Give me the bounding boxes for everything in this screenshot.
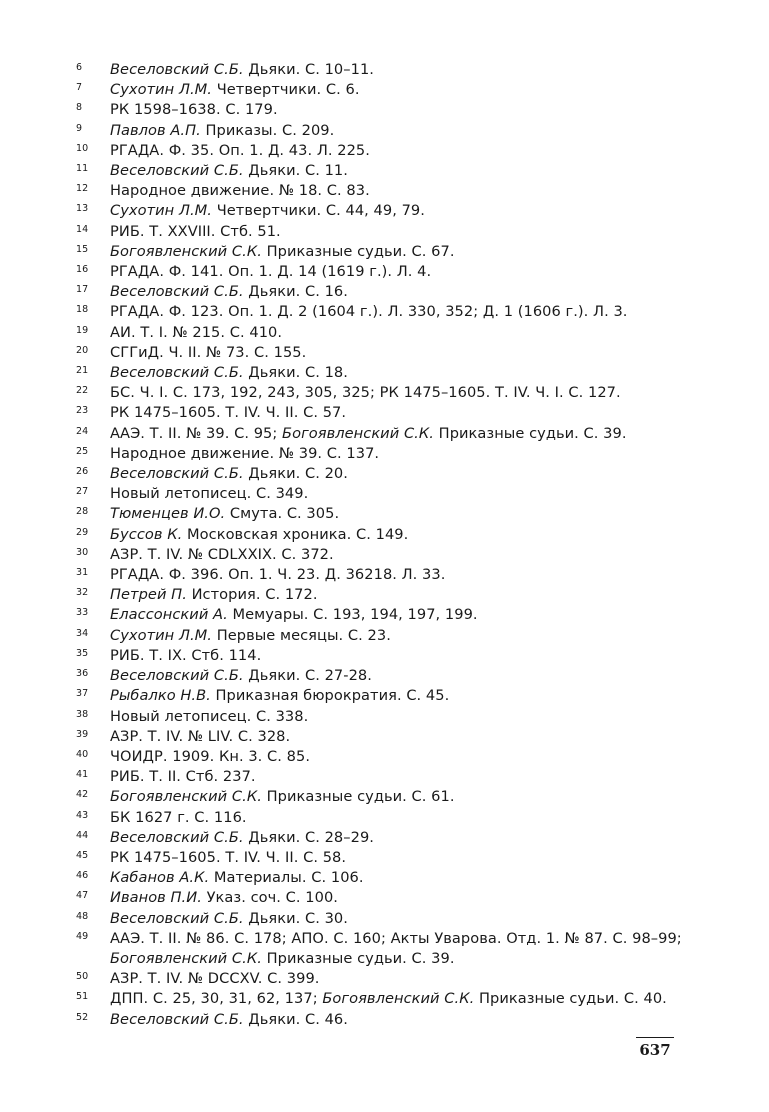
footnote-number: 6 <box>76 62 83 73</box>
footnote-line <box>110 545 676 565</box>
footnote-line <box>110 828 676 848</box>
citation-text: Дьяки. С. 27-28. <box>243 667 372 685</box>
footnote-number: 15 <box>76 243 89 255</box>
footnote-10 <box>76 141 676 161</box>
footnote-line <box>110 302 676 322</box>
citation-text: ААЭ. Т. II. № 86. С. 178; АПО. С. 160; Акты Уварова. Отд. 1. № 87. С. 98–99; <box>110 929 682 947</box>
footnote-line <box>110 626 676 646</box>
footnote-7 <box>76 80 676 100</box>
footnote-31 <box>76 565 676 585</box>
author-name: Павлов А.П. <box>110 121 201 139</box>
author-name: Веселовский С.Б. <box>110 364 244 382</box>
citation-text: РК 1598–1638. С. 179. <box>110 101 278 119</box>
footnote-line <box>110 383 676 403</box>
footnote-line <box>110 323 676 343</box>
footnote-number: 39 <box>76 728 89 740</box>
footnote-11 <box>76 161 676 181</box>
footnote-line <box>110 100 676 120</box>
author-name: Богоявленский С.К. <box>322 990 475 1008</box>
author-name: Буссов К. <box>110 525 183 543</box>
footnote-number: 49 <box>76 930 89 942</box>
footnote-27 <box>76 484 676 504</box>
footnote-37 <box>76 686 676 706</box>
footnote-50 <box>76 969 676 989</box>
footnote-number: 44 <box>76 829 89 841</box>
author-name: Веселовский С.Б. <box>110 61 244 78</box>
footnote-line <box>110 888 676 908</box>
footnote-number: 37 <box>76 688 89 700</box>
footnote-line <box>110 282 676 302</box>
footnote-number: 16 <box>76 264 89 276</box>
footnote-42 <box>76 787 676 807</box>
citation-text: Дьяки. С. 11. <box>243 162 348 180</box>
footnote-14 <box>76 222 676 242</box>
footnote-line <box>110 747 676 767</box>
footnote-20 <box>76 343 676 363</box>
author-name: Сухотин Л.М. <box>110 202 213 220</box>
citation-text: Новый летописец. С. 349. <box>110 485 309 503</box>
citation-text: РК 1475–1605. Т. IV. Ч. II. С. 57. <box>110 404 347 422</box>
footnote-number: 12 <box>76 183 89 195</box>
citation-text: Приказная бюрократия. С. 45. <box>210 687 450 705</box>
citation-text: РК 1475–1605. Т. IV. Ч. II. С. 58. <box>110 848 347 866</box>
footnote-33 <box>76 605 676 625</box>
footnote-29 <box>76 525 676 545</box>
footnote-number: 47 <box>76 890 89 902</box>
citation-text: Дьяки. С. 46. <box>243 1010 348 1028</box>
footnote-number: 11 <box>76 163 89 175</box>
citation-text: Мемуары. С. 193, 194, 197, 199. <box>227 606 478 624</box>
footnote-number: 22 <box>76 385 89 397</box>
footnote-number: 24 <box>76 425 89 437</box>
footnote-line <box>110 201 676 221</box>
footnote-number: 10 <box>76 142 89 154</box>
footnote-number: 35 <box>76 647 89 659</box>
footnote-26 <box>76 464 676 484</box>
footnote-number: 26 <box>76 466 89 478</box>
footnote-43 <box>76 808 676 828</box>
footnote-line <box>110 141 676 161</box>
footnote-line <box>110 363 676 383</box>
footnote-line <box>110 484 676 504</box>
citation-text: Народное движение. № 18. С. 83. <box>110 182 370 200</box>
citation-text: РГАДА. Ф. 141. Оп. 1. Д. 14 (1619 г.). Л. 4. <box>110 263 432 281</box>
footnote-line <box>110 787 676 807</box>
footnote-number: 30 <box>76 546 89 558</box>
footnote-21 <box>76 363 676 383</box>
footnote-line <box>110 181 676 201</box>
citation-text: РГАДА. Ф. 35. Оп. 1. Д. 43. Л. 225. <box>110 141 370 159</box>
footnote-47 <box>76 888 676 908</box>
footnote-25 <box>76 444 676 464</box>
footnote-line <box>110 161 676 181</box>
footnote-number: 41 <box>76 769 89 781</box>
citation-text: Материалы. С. 106. <box>209 869 364 887</box>
footnote-number: 38 <box>76 708 89 720</box>
footnote-number: 7 <box>76 82 83 94</box>
author-name: Сухотин Л.М. <box>110 81 213 99</box>
author-name: Веселовский С.Б. <box>110 1010 244 1028</box>
footnote-line <box>110 262 676 282</box>
footnote-number: 51 <box>76 991 89 1003</box>
citation-text: РГАДА. Ф. 123. Оп. 1. Д. 2 (1604 г.). Л. 330, 352; Д. 1 (1606 г.). Л. 3. <box>110 303 628 321</box>
footnote-number: 23 <box>76 405 89 417</box>
citation-text: РИБ. Т. XXVIII. Стб. 51. <box>110 222 281 240</box>
footnote-41 <box>76 767 676 787</box>
author-name: Богоявленский С.К. <box>110 949 262 967</box>
citation-text: Дьяки. С. 28–29. <box>243 828 374 846</box>
footnote-line <box>110 242 676 262</box>
citation-text: Дьяки. С. 18. <box>243 364 348 382</box>
citation-text: РГАДА. Ф. 396. Оп. 1. Ч. 23. Д. 36218. Л. 33. <box>110 566 446 584</box>
footnote-28 <box>76 504 676 524</box>
footnote-line <box>110 949 676 969</box>
footnote-8 <box>76 100 676 120</box>
footnote-line <box>110 444 676 464</box>
footnote-line <box>110 464 676 484</box>
footnote-34 <box>76 626 676 646</box>
footnote-line <box>110 343 676 363</box>
author-name: Веселовский С.Б. <box>110 162 244 180</box>
author-name: Петрей П. <box>110 586 187 604</box>
footnote-number: 21 <box>76 365 89 377</box>
footnote-line <box>110 727 676 747</box>
footnote-number: 19 <box>76 324 89 336</box>
footnote-36 <box>76 666 676 686</box>
footnote-number: 17 <box>76 284 89 296</box>
footnote-line <box>110 686 676 706</box>
footnote-line <box>110 767 676 787</box>
footnote-number: 9 <box>76 122 83 134</box>
author-name: Богоявленский С.К. <box>282 424 434 442</box>
citation-text: Дьяки. С. 30. <box>243 909 348 927</box>
author-name: Елассонский А. <box>110 606 228 624</box>
author-name: Богоявленский С.К. <box>110 788 262 806</box>
footnote-9 <box>76 121 676 141</box>
footnote-18 <box>76 302 676 322</box>
author-name: Сухотин Л.М. <box>110 626 213 644</box>
footnote-32 <box>76 585 676 605</box>
citation-text: Приказные судьи. С. 40. <box>474 990 667 1008</box>
citation-text: Четвертчики. С. 44, 49, 79. <box>212 202 425 220</box>
footnote-number: 52 <box>76 1011 89 1023</box>
footnote-44 <box>76 828 676 848</box>
footnote-line <box>110 525 676 545</box>
citation-text: Московская хроника. С. 149. <box>182 525 409 543</box>
citation-text: БС. Ч. I. С. 173, 192, 243, 305, 325; РК 1475–1605. Т. IV. Ч. I. С. 127. <box>110 384 621 402</box>
footnote-line <box>110 848 676 868</box>
author-name: Рыбалко Н.В. <box>110 687 211 705</box>
author-name: Веселовский С.Б. <box>110 667 244 685</box>
footnote-line <box>110 1010 676 1030</box>
citation-text: Дьяки. С. 20. <box>243 465 348 483</box>
citation-text: Приказы. С. 209. <box>200 121 335 139</box>
citation-text: Дьяки. С. 10–11. <box>243 61 374 78</box>
author-name: Кабанов А.К. <box>110 869 210 887</box>
footnote-number: 46 <box>76 870 89 882</box>
footnote-51 <box>76 989 676 1009</box>
citation-text: Указ. соч. С. 100. <box>201 889 338 907</box>
footnote-number: 43 <box>76 809 89 821</box>
footnote-23 <box>76 403 676 423</box>
footnote-19 <box>76 323 676 343</box>
citation-text: БК 1627 г. С. 116. <box>110 808 247 826</box>
author-name: Веселовский С.Б. <box>110 465 244 483</box>
citation-text: История. С. 172. <box>186 586 318 604</box>
footnote-45 <box>76 848 676 868</box>
footnote-number: 48 <box>76 910 89 922</box>
citation-text: Народное движение. № 39. С. 137. <box>110 444 380 462</box>
footnote-number: 50 <box>76 971 89 983</box>
footnote-number: 34 <box>76 627 89 639</box>
citation-text: АЗР. Т. IV. № CDLXXIX. С. 372. <box>110 545 334 563</box>
footnote-number: 27 <box>76 486 89 498</box>
footnote-line <box>110 605 676 625</box>
citation-text: АЗР. Т. IV. № DCCXV. С. 399. <box>110 970 320 988</box>
citation-text: ДПП. С. 25, 30, 31, 62, 137; <box>110 990 323 1008</box>
footnote-52 <box>76 1010 676 1030</box>
footnote-line <box>110 909 676 929</box>
footnote-38 <box>76 707 676 727</box>
footnote-46 <box>76 868 676 888</box>
footnote-line <box>110 868 676 888</box>
citation-text: Приказные судьи. С. 39. <box>433 424 627 442</box>
author-name: Веселовский С.Б. <box>110 909 244 927</box>
footnote-line <box>110 504 676 524</box>
author-name: Богоявленский С.К. <box>110 242 262 260</box>
citation-text: ЧОИДР. 1909. Кн. 3. С. 85. <box>110 747 311 765</box>
author-name: Тюменцев И.О. <box>110 505 226 523</box>
footnote-number: 42 <box>76 789 89 801</box>
footnote-line <box>110 929 682 949</box>
footnote-line <box>110 969 676 989</box>
footnote-15 <box>76 242 676 262</box>
footnote-line <box>110 666 676 686</box>
footnote-12 <box>76 181 676 201</box>
footnote-line <box>110 585 676 605</box>
footnote-13 <box>76 201 676 221</box>
footnote-39 <box>76 727 676 747</box>
footnote-line <box>110 403 676 423</box>
footnote-16 <box>76 262 676 282</box>
footnote-22 <box>76 383 676 403</box>
footnote-48 <box>76 909 676 929</box>
page-number: 637 <box>636 1037 674 1059</box>
footnote-line <box>110 707 676 727</box>
footnote-line <box>110 121 676 141</box>
citation-text: Приказные судьи. С. 61. <box>261 788 455 806</box>
footnote-number: 8 <box>76 102 83 114</box>
citation-text: ААЭ. Т. II. № 39. С. 95; <box>110 424 283 442</box>
footnote-number: 25 <box>76 445 89 457</box>
footnote-number: 33 <box>76 607 89 619</box>
citation-text: Четвертчики. С. 6. <box>212 81 360 99</box>
footnote-line <box>110 80 676 100</box>
footnote-number: 28 <box>76 506 89 518</box>
footnote-line <box>110 60 676 80</box>
footnote-line <box>110 989 676 1009</box>
author-name: Веселовский С.Б. <box>110 828 244 846</box>
footnote-number: 36 <box>76 668 89 680</box>
footnote-line <box>110 424 676 444</box>
citation-text: Дьяки. С. 16. <box>243 283 348 301</box>
author-name: Иванов П.И. <box>110 889 202 907</box>
footnote-number: 20 <box>76 344 89 356</box>
citation-text: Новый летописец. С. 338. <box>110 707 309 725</box>
citation-text: Первые месяцы. С. 23. <box>212 626 391 644</box>
footnote-number: 18 <box>76 304 89 316</box>
citation-text: АЗР. Т. IV. № LIV. С. 328. <box>110 727 291 745</box>
footnote-number: 32 <box>76 587 89 599</box>
footnote-6 <box>76 60 676 80</box>
citation-text: Приказные судьи. С. 39. <box>261 949 455 967</box>
footnote-30 <box>76 545 676 565</box>
footnote-number: 40 <box>76 748 89 760</box>
footnote-line <box>110 808 676 828</box>
citation-text: АИ. Т. I. № 215. С. 410. <box>110 323 283 341</box>
citation-text: СГГиД. Ч. II. № 73. С. 155. <box>110 343 307 361</box>
citation-text: РИБ. Т. IX. Стб. 114. <box>110 646 262 664</box>
citation-text: Смута. С. 305. <box>225 505 340 523</box>
footnote-24 <box>76 424 676 444</box>
footnote-number: 14 <box>76 223 89 235</box>
footnote-line <box>110 565 676 585</box>
footnote-number: 13 <box>76 203 89 215</box>
footnote-40 <box>76 747 676 767</box>
footnote-49 <box>76 929 682 969</box>
footnote-17 <box>76 282 676 302</box>
footnote-number: 29 <box>76 526 89 538</box>
footnote-number: 45 <box>76 849 89 861</box>
footnote-number: 31 <box>76 567 89 579</box>
footnote-line <box>110 222 676 242</box>
footnote-line <box>110 646 676 666</box>
citation-text: РИБ. Т. II. Стб. 237. <box>110 768 256 786</box>
author-name: Веселовский С.Б. <box>110 283 244 301</box>
footnote-35 <box>76 646 676 666</box>
footnotes-list <box>76 60 682 1030</box>
citation-text: Приказные судьи. С. 67. <box>261 242 455 260</box>
